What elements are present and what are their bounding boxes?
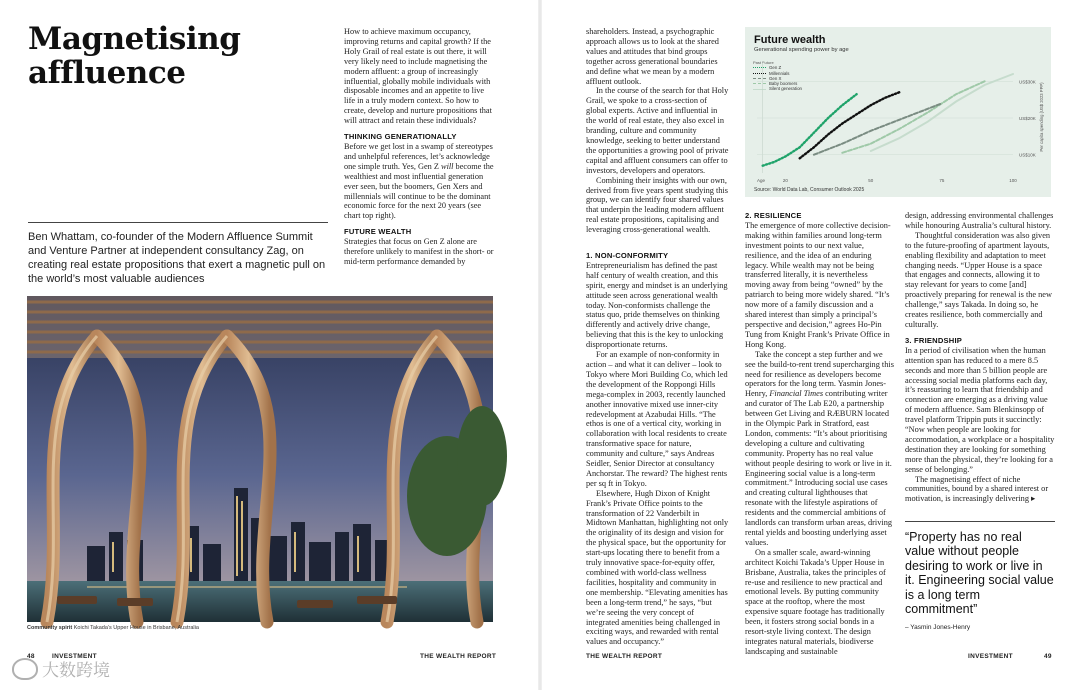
watermark bbox=[12, 656, 110, 681]
chart-x-tick-label: 20 bbox=[782, 178, 788, 183]
chart-source: Source: World Data Lab, Consumer Outlook 2025 bbox=[754, 187, 865, 193]
legend-label: Silent generation bbox=[769, 86, 802, 92]
column-4 bbox=[905, 211, 1055, 513]
col3-para-2: Take the concept a step further and we see the build-to-rent trend supercharging this need for resilience as developers become operators for the long term. Yasmin Jones-Henry, Financial Times contributing writer and curator of The Lab E20, a partnership between Get Living and RÆBURN located in the Olympic Park in Stratford, east London, comments: “It’s about prioritising developing a culture and cultivating community. Property has no real value without people desiring to work or live in it. Engineering social value is a long-term commitment.” Introducing social use cases and creating cultural lighthouses that resonate with the lifestyle aspirations of residents and the commercial ambitions of landlords can transform urban areas, driving rental yields and boosting underlying asset values. bbox=[745, 349, 894, 547]
col4-para-2: Thoughtful consideration was also given to the future-proofing of apartment layouts, enabling flexibility and adaptation to meet changing needs. “Upper House is a space that engages and connects, allowing it to stay relevant for years to come [and] proactively preparing for renewal is the new challenge,” says Takada. In doing so, he creates resilience, both commercially and culturally. bbox=[905, 230, 1052, 329]
col3-para-3: On a smaller scale, award-winning architect Koichi Takada’s Upper House in Brisbane, Australia, takes the principles of re-use and resilience to new practical and emotional levels. By putting community space at the rooftop, where the most expensive square footage has traditionally been, it fosters strong social bonds in a resort-style living context. The design integrates natural materials, biodiverse landscaping and sustainable bbox=[745, 547, 886, 656]
chart-x-tick-label: 50 bbox=[868, 178, 874, 183]
col2-para-6: Elsewhere, Hugh Dixon of Knight Frank’s Private Office points to the transformation of 22 Vanderbilt in Midtown Manhattan, highlighting not only the originality of its design and vision for the physical space, but the opportunity for start-ups locating there to benefit from a truly innovative space-for-equity offer, combined with world-class wellness facilities, hospitality and community in one membership. “Elevating amenities has been a long-term trend,” he says, “but we’re seeing the very concept of integrated amenities being challenged in exciting ways, and rewarded with rental values and occupancy.” bbox=[586, 488, 729, 647]
legend-label: Baby boomers bbox=[769, 81, 798, 87]
watermark-text: 大数跨境 bbox=[42, 661, 110, 681]
quote-rule bbox=[905, 521, 1055, 522]
title-line-2: affluence bbox=[28, 55, 186, 91]
col1-para-3: Strategies that focus on Gen Z alone are therefore unlikely to manifest in the short- or mid-term performance demanded by bbox=[344, 237, 494, 266]
standfirst: Ben Whattam, co-founder of the Modern Affluence Summit and Venture Partner at independent consultancy Zag, on creating real estate propositions that exert a magnetic pull on the world’s most valuable audiences bbox=[28, 231, 326, 285]
col3-para-1: The emergence of more collective decision-making within families around long-term investment points to our next value, resilience, and the idea of an enduring legacy. While wealth may not be being transferred literally, it is nevertheless moving away from being “owned” by the patriarch to being more widely shared. “It’s now more of a family discussion and a shared interest than simply a principal’s perspective and decision,” agrees Ho-Pin Tung from Knight Frank’s Private Office in Hong Kong. bbox=[745, 220, 891, 349]
spread-gutter bbox=[538, 0, 542, 690]
col1-para-2: Before we get lost in a swamp of stereotypes and unhelpful references, let’s acknowledge one simple truth. Yes, Gen Z will become the wealthiest and most influential generation ever seen, but the boomers, Gen Xers and millennials will continue to be the dominant economic force for the next 20 years (see chart top right). bbox=[344, 141, 494, 221]
heading-non-conformity: 1. NON-CONFORMITY bbox=[586, 251, 669, 260]
chart-x-tick-label: 75 bbox=[939, 178, 945, 183]
heading-friendship: 3. FRIENDSHIP bbox=[905, 335, 963, 345]
watermark-logo-icon bbox=[12, 658, 38, 680]
legend-header: Past Future bbox=[753, 60, 774, 65]
column-3 bbox=[745, 211, 895, 656]
col2-para-3: Combining their insights with our own, derived from five years spent studying this group, we can identify four shared values that underpin the leading modern affluent real estate propositions, capitalising and leveraging cross-generational wealth. bbox=[586, 175, 728, 235]
footer-right-page-number: 49 bbox=[1044, 653, 1052, 660]
quote-attribution: – Yasmin Jones-Henry bbox=[905, 624, 971, 631]
chart-y-tick-label: US$20K bbox=[1019, 116, 1036, 121]
heading-resilience: 2. RESILIENCE bbox=[745, 211, 802, 220]
footer-left-page-number: 48 bbox=[27, 653, 35, 660]
chart-series-line-silent-generation bbox=[871, 74, 1013, 151]
chart-series-line-baby-boomers bbox=[842, 81, 984, 153]
col4-para-1: design, addressing environmental challenges while honouring Australia’s cultural history. bbox=[905, 211, 1054, 230]
photo-caption: Community spirit Koichi Takada’s Upper House in Brisbane, Australia bbox=[27, 625, 199, 631]
chart-y-axis-label: Per capita spending (US$ 2023 PPP) bbox=[1039, 82, 1044, 152]
col1-heading-future: FUTURE WEALTH bbox=[344, 227, 412, 237]
col1-para-1: How to achieve maximum occupancy, improving returns and capital growth? If the Holy Grail of real estate is out there, it will very likely need to include magnetising the modern affluent: a group of increasingly influential, globally mobile individuals with disposable incomes and an appetite to live life in a truly modern context. So how to create, develop and nurture propositions that will attract and retain these individuals? bbox=[344, 27, 492, 126]
standfirst-rule bbox=[28, 222, 328, 223]
column-1 bbox=[344, 27, 494, 289]
col4-para-3: In a period of civilisation when the human attention span has reduced to a mere 8.5 seconds and more than 5 billion people are accessing social media platforms each day, it’s reassuring to learn that friendship and connection are emerging as a driving value of modern affluence. Sam Blenkinsopp of travel platform Trippin puts it succinctly: “Now when people are looking for accommodation, a workplace or a hospitality destination they are looking for something more than the physical, they’re looking for a sense of belonging.” bbox=[905, 345, 1055, 474]
col2-para-4: Entrepreneurialism has defined the past half century of wealth creation, and this spirit, energy and mindset is an underlying attitude seen across generational wealth today. Non-conformists challenge the status quo, pride themselves on thinking differently and actively drive change, believing that this is the key to unlocking disproportionate returns. bbox=[586, 260, 728, 350]
col1-heading-thinking: THINKING GENERATIONALLY bbox=[344, 132, 457, 142]
footer-left-publication: THE WEALTH REPORT bbox=[420, 653, 497, 660]
chart-subtitle: Generational spending power by age bbox=[754, 47, 849, 53]
upper-house-photo bbox=[27, 296, 493, 622]
legend-label: Millennials bbox=[769, 70, 790, 76]
future-wealth-chart bbox=[745, 27, 1051, 197]
column-2b bbox=[586, 251, 729, 647]
photo-illustration bbox=[27, 296, 493, 622]
chart-x-tick-label: 100 bbox=[1009, 178, 1017, 183]
chart-series-line-gen-z bbox=[763, 94, 857, 166]
article-title bbox=[28, 22, 240, 90]
chart-x-axis-label: Age bbox=[757, 178, 766, 183]
footer-right-section: INVESTMENT bbox=[968, 653, 1013, 660]
chart-y-tick-label: US$30K bbox=[1019, 79, 1036, 85]
col2-para-2: In the course of the search for that Holy Grail, we spoke to a cross-section of global experts. Active and influential in the world of real estate, they also excel in branding, culture and community knowledge, seeking to better understand the opportunities a growing pool of private capital and affluent consumers can offer to investors, developers and operators. bbox=[586, 86, 729, 175]
col2-para-1: shareholders. Instead, a psychographic approach allows us to look at the shared values and attitudes that bind groups together across generational boundaries and define what we mean by a modern affluent outlook. bbox=[586, 27, 719, 86]
footer-left-section: INVESTMENT bbox=[52, 653, 97, 660]
chart-y-tick-label: US$10K bbox=[1019, 152, 1036, 158]
legend-label: Gen Z bbox=[769, 65, 782, 71]
chart-title: Future wealth bbox=[754, 34, 826, 46]
col2-para-5: For an example of non-conformity in action – and what it can deliver – look to Tokyo where Mori Building Co, which led the development of the Roppongi Hills mega-complex in 2003, recently launched another innovative mixed use inner-city redevelopment at Azabudai Hills. “The ethos is one of a vertical city, working in collaboration with local residents to create transformative space for nature, community and culture,” says Andreas Seidler, Senior Director at consultancy Anchorstar. The reward? The highest rents per sq ft in Tokyo. bbox=[586, 350, 728, 488]
footer-right-publication: THE WEALTH REPORT bbox=[586, 653, 663, 660]
pull-quote: “Property has no real value without people desiring to work or live in it. Engineering social value is a long term commitment” bbox=[905, 530, 1054, 617]
col4-para-4: The magnetising effect of niche communities, bound by a shared interest or motivation, is increasingly delivering ▸ bbox=[905, 474, 1049, 504]
chart-plot bbox=[745, 27, 1051, 197]
title-line-1: Magnetising bbox=[28, 21, 241, 57]
legend-label: Gen X bbox=[769, 75, 782, 81]
